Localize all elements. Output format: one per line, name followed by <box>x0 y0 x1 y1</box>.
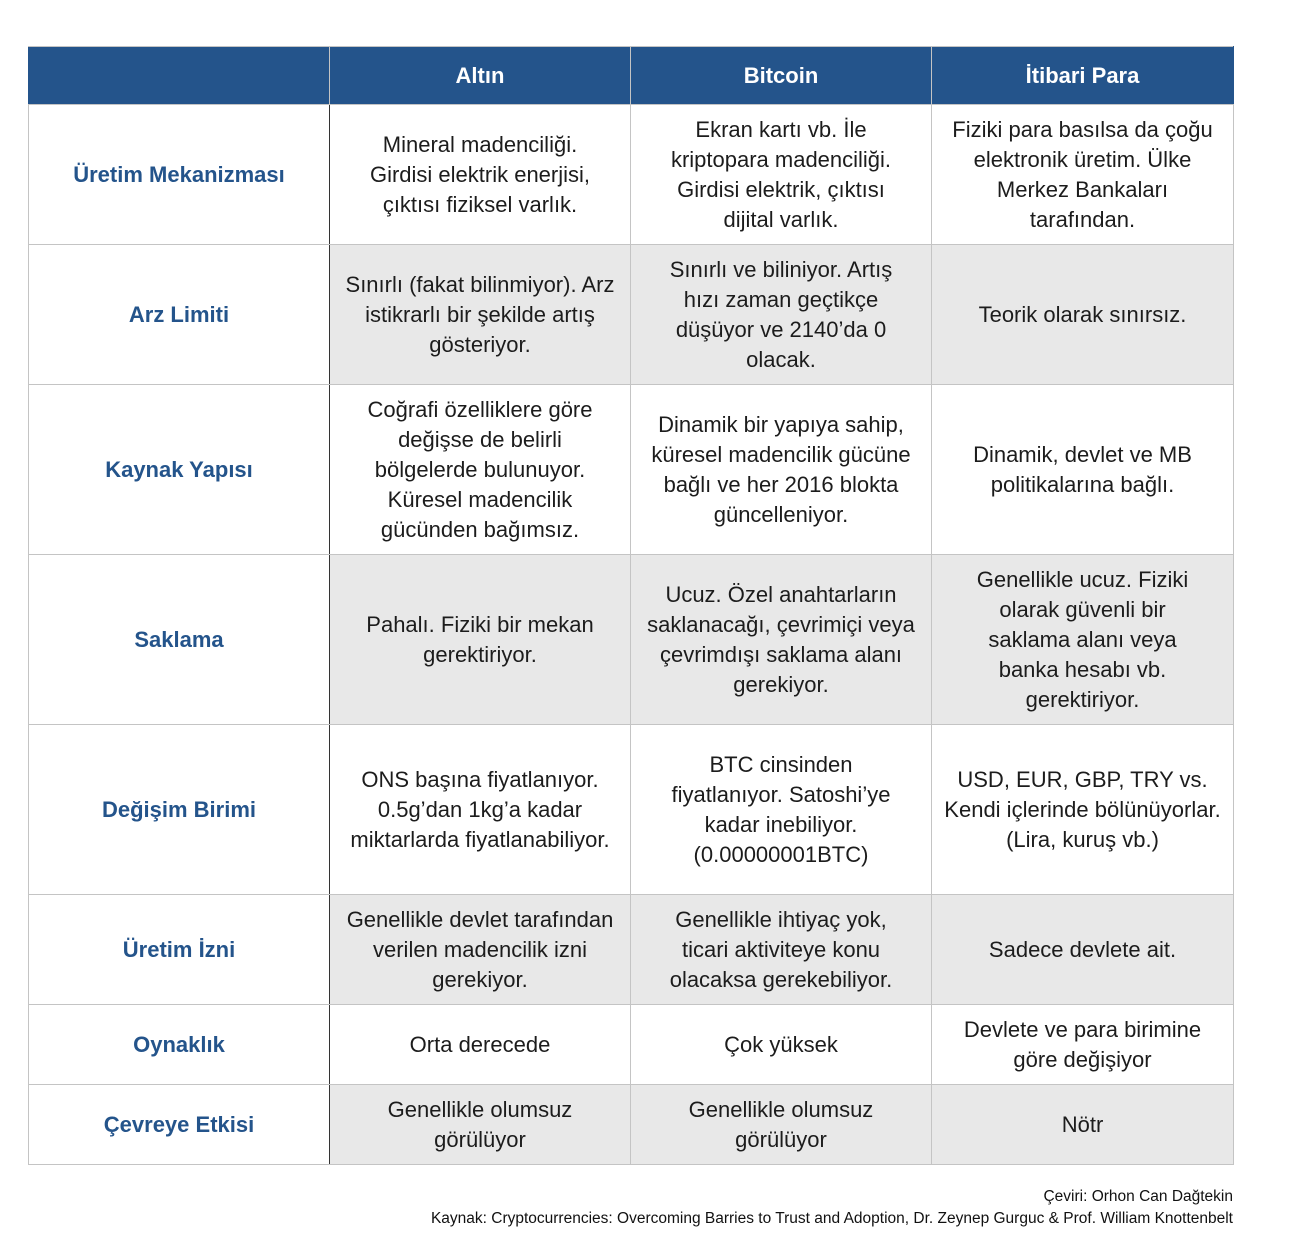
translator-credit: Çeviri: Orhon Can Dağtekin <box>1043 1188 1233 1205</box>
row-label: Değişim Birimi <box>29 725 330 895</box>
row-label: Üretim İzni <box>29 895 330 1005</box>
cell-bitcoin: Genellikle olumsuz görülüyor <box>631 1085 932 1165</box>
table-row <box>29 1085 1234 1165</box>
cell-bitcoin: BTC cinsinden fiyatlanıyor. Satoshi’ye kadar inebiliyor. (0.00000001BTC) <box>631 725 932 895</box>
comparison-table <box>28 46 1234 1165</box>
header-gold: Altın <box>330 47 631 105</box>
cell-gold: Genellikle olumsuz görülüyor <box>330 1085 631 1165</box>
header-bitcoin: Bitcoin <box>631 47 932 105</box>
cell-bitcoin: Sınırlı ve biliniyor. Artış hızı zaman geçtikçe düşüyor ve 2140’da 0 olacak. <box>631 245 932 385</box>
row-label: Kaynak Yapısı <box>29 385 330 555</box>
header-fiat-money: İtibari Para <box>932 47 1234 105</box>
source-credit: Kaynak: Cryptocurrencies: Overcoming Barries to Trust and Adoption, Dr. Zeynep Gurguc & Prof. William Knottenbelt <box>430 1210 1233 1227</box>
cell-bitcoin: Genellikle ihtiyaç yok, ticari aktiviteye konu olacaksa gerekebiliyor. <box>631 895 932 1005</box>
table-row <box>29 385 1234 555</box>
table-row <box>29 555 1234 725</box>
cell-fiat: Devlete ve para birimine göre değişiyor <box>932 1005 1234 1085</box>
table-row <box>29 725 1234 895</box>
table-row <box>29 895 1234 1005</box>
cell-fiat: Sadece devlete ait. <box>932 895 1234 1005</box>
row-label: Çevreye Etkisi <box>29 1085 330 1165</box>
header-row <box>29 47 1234 105</box>
row-label: Saklama <box>29 555 330 725</box>
cell-fiat: Nötr <box>932 1085 1234 1165</box>
cell-gold: Orta derecede <box>330 1005 631 1085</box>
cell-fiat: Fiziki para basılsa da çoğu elektronik üretim. Ülke Merkez Bankaları tarafından. <box>932 105 1234 245</box>
cell-bitcoin: Ucuz. Özel anahtarların saklanacağı, çevrimiçi veya çevrimdışı saklama alanı gerekiyor. <box>631 555 932 725</box>
row-label: Arz Limiti <box>29 245 330 385</box>
row-label: Üretim Mekanizması <box>29 105 330 245</box>
cell-bitcoin: Çok yüksek <box>631 1005 932 1085</box>
cell-gold: Coğrafi özelliklere göre değişse de belirli bölgelerde bulunuyor. Küresel madencilik gücünden bağımsız. <box>330 385 631 555</box>
table-header <box>29 47 1234 105</box>
table-row <box>29 1005 1234 1085</box>
cell-fiat: USD, EUR, GBP, TRY vs. Kendi içlerinde bölünüyorlar. (Lira, kuruş vb.) <box>932 725 1234 895</box>
cell-gold: Sınırlı (fakat bilinmiyor). Arz istikrarlı bir şekilde artış gösteriyor. <box>330 245 631 385</box>
cell-gold: Pahalı. Fiziki bir mekan gerektiriyor. <box>330 555 631 725</box>
cell-bitcoin: Dinamik bir yapıya sahip, küresel madencilik gücüne bağlı ve her 2016 blokta güncelleniyor. <box>631 385 932 555</box>
header-empty-cell <box>29 47 330 105</box>
row-label: Oynaklık <box>29 1005 330 1085</box>
table-row <box>29 105 1234 245</box>
cell-gold: Genellikle devlet tarafından verilen madencilik izni gerekiyor. <box>330 895 631 1005</box>
cell-gold: Mineral madenciliği. Girdisi elektrik enerjisi, çıktısı fiziksel varlık. <box>330 105 631 245</box>
cell-fiat: Genellikle ucuz. Fiziki olarak güvenli bir saklama alanı veya banka hesabı vb. gerektiriyor. <box>932 555 1234 725</box>
cell-bitcoin: Ekran kartı vb. İle kriptopara madenciliği. Girdisi elektrik, çıktısı dijital varlık. <box>631 105 932 245</box>
cell-gold: ONS başına fiyatlanıyor. 0.5g’dan 1kg’a kadar miktarlarda fiyatlanabiliyor. <box>330 725 631 895</box>
table-body <box>29 105 1234 1165</box>
cell-fiat: Dinamik, devlet ve MB politikalarına bağlı. <box>932 385 1234 555</box>
cell-fiat: Teorik olarak sınırsız. <box>932 245 1234 385</box>
table-row <box>29 245 1234 385</box>
